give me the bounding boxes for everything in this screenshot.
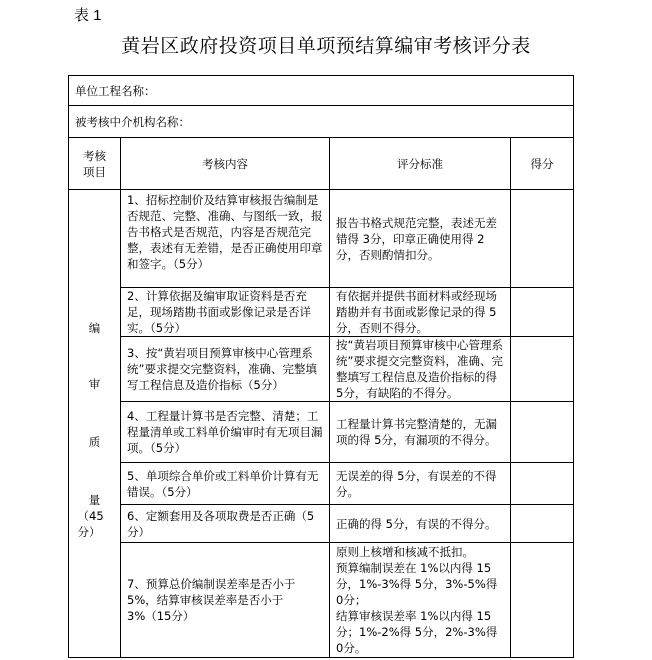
score-cell[interactable] [511,337,574,402]
header-row [69,138,574,190]
standard-cell [330,543,511,658]
content-cell: 1、招标控制价及结算审核报告编制是否规范、完整、准确、与图纸一致，报告书格式是否规范，内容是否规范完整，表述有无差错，是否正确使用印章和签字。（5分） [121,190,330,288]
standard-cell: 报告书格式规范完整，表述无差错得 3分，印章正确使用得 2分，否则酌情扣分。 [330,190,511,288]
content-cell: 3、按“黄岩项目预算审核中心管理系统”要求提交完整资料，准确、完整填写工程信息及造价指标（5分） [121,337,330,402]
header-item: 考核项目 [69,138,121,190]
content-cell: 4、工程量计算书是否完整、清楚；工程量清单或工料单价编审时有无项目漏项。（5分） [121,402,330,463]
category-char: 审 [88,377,101,391]
standard-cell: 有依据并提供书面材料或经现场踏勘并有书面或影像记录的得 5分，否则不得分。 [330,288,511,337]
unit-project-name-label: 单位工程名称： [75,83,156,98]
content-cell: 7、预算总价编制误差率是否小于5%，结算审核误差率是否小于 3%（15分） [121,543,330,658]
table-row [69,505,574,543]
header-content: 考核内容 [121,138,330,190]
table-row [69,337,574,402]
header-standard: 评分标准 [330,138,511,190]
standard-line: 结算审核误差率 1%以内得 15分；1%-2%得 5分，2%-3%得 0分。 [336,609,498,655]
standard-cell: 按“黄岩项目预算审核中心管理系统”要求提交完整资料，准确、完整填写工程信息及造价指标的得 5分，有缺陷的不得分。 [330,337,511,402]
document-title: 黄岩区政府投资项目单项预结算编审考核评分表 [121,35,531,57]
category-char: 质 [88,435,101,449]
table-number-label: 表 1 [74,7,102,24]
category-char: 编 [88,321,101,335]
table-row [69,463,574,505]
standard-cell: 无误差的得 5分，有误差的不得分。 [330,463,511,505]
score-cell[interactable] [511,463,574,505]
category-points: （45分） [77,509,104,539]
table-row [69,543,574,658]
scoring-table [68,75,574,658]
score-cell[interactable] [511,402,574,463]
standard-cell: 工程量计算书完整清楚的，无漏项的得 5分，有漏项的不得分。 [330,402,511,463]
standard-cell: 正确的得 5分，有误的不得分。 [330,505,511,543]
content-cell: 5、单项综合单价或工料单价计算有无错误。（5分） [121,463,330,505]
content-cell: 6、定额套用及各项取费是否正确（5分） [121,505,330,543]
score-cell[interactable] [511,190,574,288]
unit-project-name-field[interactable] [69,76,574,106]
header-score: 得分 [511,138,574,190]
table-row [69,402,574,463]
category-cell [69,190,121,658]
table-row [69,190,574,288]
score-cell[interactable] [511,505,574,543]
agency-name-row [69,106,574,138]
agency-name-label: 被考核中介机构名称： [75,114,190,129]
category-char: 量 [88,493,101,507]
table-row [69,288,574,337]
standard-line: 原则上核增和核减不抵扣。 [336,545,474,559]
unit-project-name-row [69,76,574,106]
agency-name-field[interactable] [69,106,574,138]
content-cell: 2、计算依据及编审取证资料是否充足，现场踏勘书面或影像记录是否详实。（5分） [121,288,330,337]
score-cell[interactable] [511,543,574,658]
score-cell[interactable] [511,288,574,337]
standard-line: 预算编制误差在 1%以内得 15分，1%-3%得 5分，3%-5%得 0分； [336,561,498,607]
